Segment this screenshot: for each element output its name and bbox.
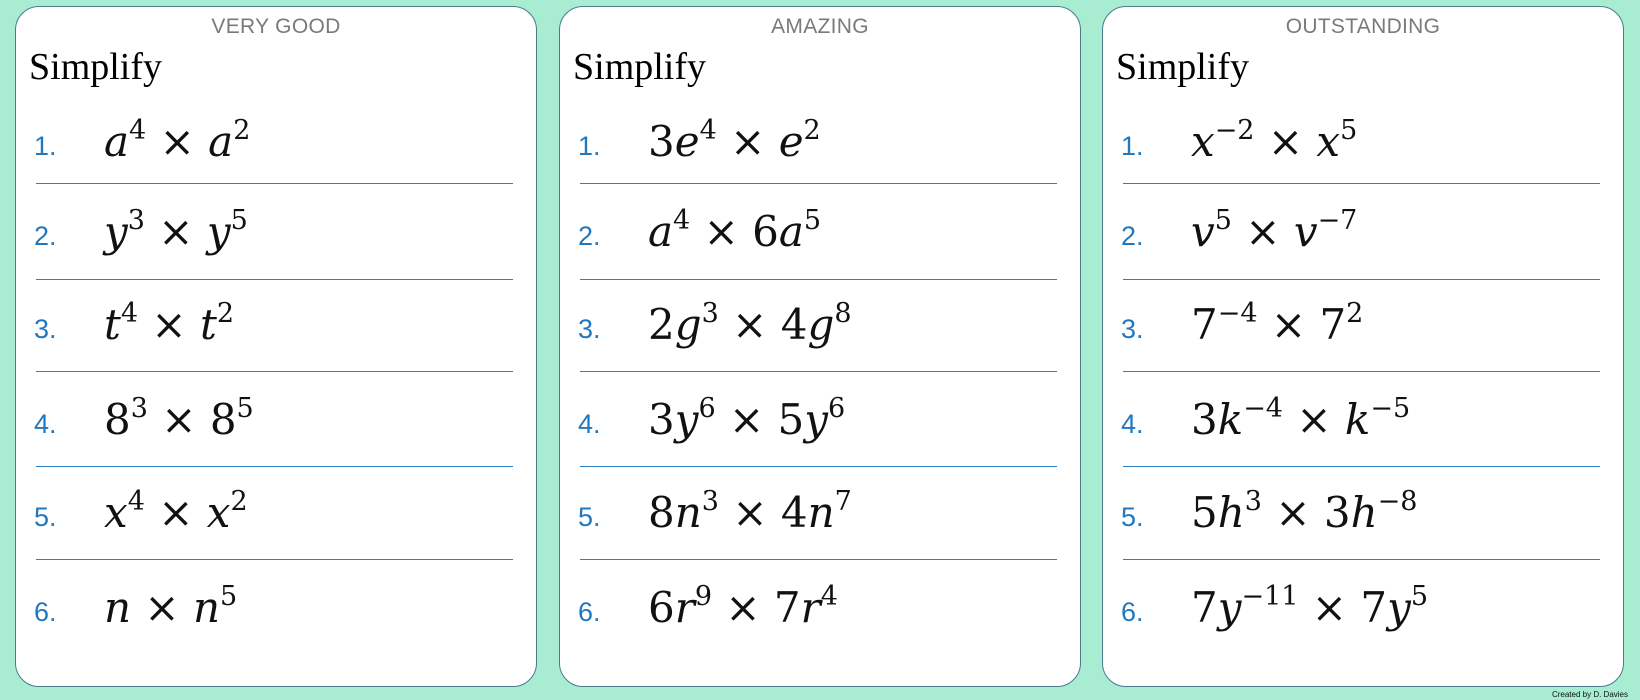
expression-text: × 5 xyxy=(715,395,805,444)
expression-text: 3 xyxy=(1191,395,1218,444)
question-number: 6. xyxy=(34,597,57,627)
variable: v xyxy=(1293,207,1318,256)
question-number: 1. xyxy=(578,131,601,161)
expression-text: 8 xyxy=(104,395,131,444)
exponent: 8 xyxy=(834,298,852,329)
question xyxy=(1103,113,1623,173)
question-number: 2. xyxy=(578,221,601,251)
exponent: −5 xyxy=(1370,393,1411,424)
variable: n xyxy=(807,488,835,537)
exponent: −2 xyxy=(1214,115,1255,146)
expression-text: × 8 xyxy=(147,395,237,444)
exponent: 3 xyxy=(701,486,719,517)
exponent: 6 xyxy=(698,393,716,424)
question xyxy=(16,113,536,173)
question-number: 2. xyxy=(34,221,57,251)
exponent: 5 xyxy=(803,205,822,236)
exponent: 2 xyxy=(1346,298,1364,329)
variable: y xyxy=(1217,583,1242,632)
variable: a xyxy=(648,207,674,256)
expression xyxy=(1191,395,1410,444)
question-number: 4. xyxy=(578,409,601,439)
expression-text: × 4 xyxy=(718,300,808,349)
variable: y xyxy=(804,395,829,444)
variable: y xyxy=(206,207,231,256)
expression-text: × 7 xyxy=(1298,583,1388,632)
exponent: −11 xyxy=(1241,581,1299,612)
expression xyxy=(104,117,250,166)
variable: g xyxy=(807,300,835,349)
divider xyxy=(1123,371,1600,372)
expression-text: 3 xyxy=(648,117,675,166)
expression-text: 2 xyxy=(648,300,675,349)
variable: a xyxy=(104,117,130,166)
exponent: 5 xyxy=(236,393,254,424)
question xyxy=(1103,203,1623,263)
exponent: −4 xyxy=(1217,298,1258,329)
exponent: 2 xyxy=(233,115,251,146)
question xyxy=(1103,579,1623,639)
expression-text: × xyxy=(1283,395,1345,444)
exponent: 3 xyxy=(127,205,145,236)
divider xyxy=(1123,466,1600,467)
variable: k xyxy=(1344,395,1371,444)
exponent: 4 xyxy=(120,298,139,329)
exponent: 5 xyxy=(230,205,248,236)
exponent: 5 xyxy=(1214,205,1232,236)
expression-text: × 3 xyxy=(1261,488,1351,537)
expression xyxy=(648,583,838,632)
question-number: 2. xyxy=(1121,221,1144,251)
divider xyxy=(580,466,1057,467)
variable: n xyxy=(674,488,702,537)
variable: e xyxy=(674,117,700,166)
exponent: 2 xyxy=(230,486,248,517)
exponent: 4 xyxy=(127,486,145,517)
question xyxy=(560,296,1080,356)
level-label: VERY GOOD xyxy=(211,15,341,38)
exponent: 9 xyxy=(694,581,712,612)
question-number: 5. xyxy=(578,502,601,532)
question-number: 6. xyxy=(578,597,601,627)
expression-text: × xyxy=(1254,117,1317,166)
instruction: Simplify xyxy=(1116,46,1250,88)
expression-text: 3 xyxy=(648,395,675,444)
variable: n xyxy=(104,583,132,632)
question xyxy=(16,203,536,263)
question xyxy=(1103,296,1623,356)
question xyxy=(560,391,1080,451)
exponent: −8 xyxy=(1377,486,1418,517)
expression xyxy=(104,488,248,537)
credit-text: Created by D. Davies xyxy=(1551,690,1628,699)
exponent: 4 xyxy=(129,115,147,146)
exponent: 6 xyxy=(828,393,846,424)
expression xyxy=(104,583,237,632)
expression xyxy=(104,207,248,256)
exponent: 4 xyxy=(820,581,838,612)
question xyxy=(1103,484,1623,544)
variable: y xyxy=(674,395,699,444)
card-amazing xyxy=(559,6,1081,687)
divider xyxy=(580,371,1057,372)
expression-text: 7 xyxy=(1191,300,1218,349)
question xyxy=(560,113,1080,173)
variable: y xyxy=(104,207,128,256)
divider xyxy=(36,466,513,467)
question-number: 3. xyxy=(34,314,57,344)
question-number: 5. xyxy=(34,502,57,532)
expression xyxy=(648,488,852,537)
variable: a xyxy=(208,117,234,166)
expression-text: × xyxy=(138,300,200,349)
variable: n xyxy=(192,583,221,632)
expression xyxy=(1191,488,1417,537)
expression-text: 7 xyxy=(1191,583,1218,632)
divider xyxy=(1123,559,1600,560)
divider xyxy=(580,183,1057,184)
exponent: 2 xyxy=(216,298,235,329)
variable: r xyxy=(674,583,695,632)
expression xyxy=(1191,583,1428,632)
expression-text: × xyxy=(144,488,207,537)
expression-text: 8 xyxy=(648,488,675,537)
variable: a xyxy=(778,207,804,256)
question xyxy=(1103,391,1623,451)
variable: h xyxy=(1217,488,1245,537)
exponent: 3 xyxy=(701,298,719,329)
question-number: 1. xyxy=(1121,131,1144,161)
divider xyxy=(580,559,1057,560)
question xyxy=(560,579,1080,639)
variable: x xyxy=(1316,117,1341,166)
exponent: 7 xyxy=(834,486,852,517)
question-number: 3. xyxy=(1121,314,1144,344)
exponent: 5 xyxy=(1340,115,1358,146)
card-outstanding xyxy=(1102,6,1624,687)
exponent: 5 xyxy=(220,581,238,612)
variable: g xyxy=(674,300,702,349)
expression-text: 6 xyxy=(648,583,675,632)
expression-text: × xyxy=(716,117,779,166)
question-number: 3. xyxy=(578,314,601,344)
expression xyxy=(1191,300,1363,349)
question-number: 5. xyxy=(1121,502,1144,532)
exponent: 3 xyxy=(1244,486,1262,517)
exponent: −4 xyxy=(1243,393,1283,424)
level-label: OUTSTANDING xyxy=(1285,15,1441,38)
expression-text: × xyxy=(1231,207,1294,256)
expression-text: × 7 xyxy=(1257,300,1347,349)
expression-text: × xyxy=(146,117,209,166)
variable: y xyxy=(1387,583,1411,632)
variable: x xyxy=(206,488,231,537)
divider xyxy=(580,279,1057,280)
expression-text: × 7 xyxy=(712,583,801,632)
variable: h xyxy=(1350,488,1378,537)
variable: t xyxy=(199,300,217,349)
expression xyxy=(1191,207,1357,256)
exponent: 4 xyxy=(699,115,717,146)
question xyxy=(16,391,536,451)
expression xyxy=(648,117,821,166)
expression-text: × xyxy=(131,583,193,632)
question-number: 4. xyxy=(1121,409,1144,439)
expression xyxy=(104,395,254,444)
question xyxy=(16,484,536,544)
divider xyxy=(36,559,513,560)
question xyxy=(16,296,536,356)
exponent: 3 xyxy=(130,393,148,424)
question-number: 1. xyxy=(34,131,57,161)
expression xyxy=(648,395,845,444)
instruction: Simplify xyxy=(573,46,707,88)
variable: t xyxy=(104,300,121,349)
expression-text: × 4 xyxy=(718,488,808,537)
exponent: 4 xyxy=(673,205,691,236)
variable: e xyxy=(778,117,804,166)
question xyxy=(560,484,1080,544)
divider xyxy=(36,183,513,184)
question-number: 6. xyxy=(1121,597,1144,627)
card-very-good xyxy=(15,6,537,687)
expression-text: 5 xyxy=(1191,488,1218,537)
question-number: 4. xyxy=(34,409,57,439)
divider xyxy=(1123,183,1600,184)
divider xyxy=(36,371,513,372)
variable: x xyxy=(1191,117,1215,166)
exponent: −7 xyxy=(1317,205,1358,236)
expression xyxy=(104,300,234,349)
expression xyxy=(648,207,821,256)
level-label: AMAZING xyxy=(771,15,869,38)
question xyxy=(16,579,536,639)
variable: r xyxy=(800,583,821,632)
question xyxy=(560,203,1080,263)
expression xyxy=(648,300,852,349)
expression-text: × xyxy=(144,207,207,256)
instruction: Simplify xyxy=(29,46,163,88)
divider xyxy=(1123,279,1600,280)
exponent: 2 xyxy=(803,115,821,146)
expression-text: × 6 xyxy=(690,207,779,256)
expression xyxy=(1191,117,1357,166)
exponent: 5 xyxy=(1410,581,1428,612)
variable: x xyxy=(104,488,128,537)
divider xyxy=(36,279,513,280)
variable: v xyxy=(1191,207,1215,256)
variable: k xyxy=(1217,395,1244,444)
